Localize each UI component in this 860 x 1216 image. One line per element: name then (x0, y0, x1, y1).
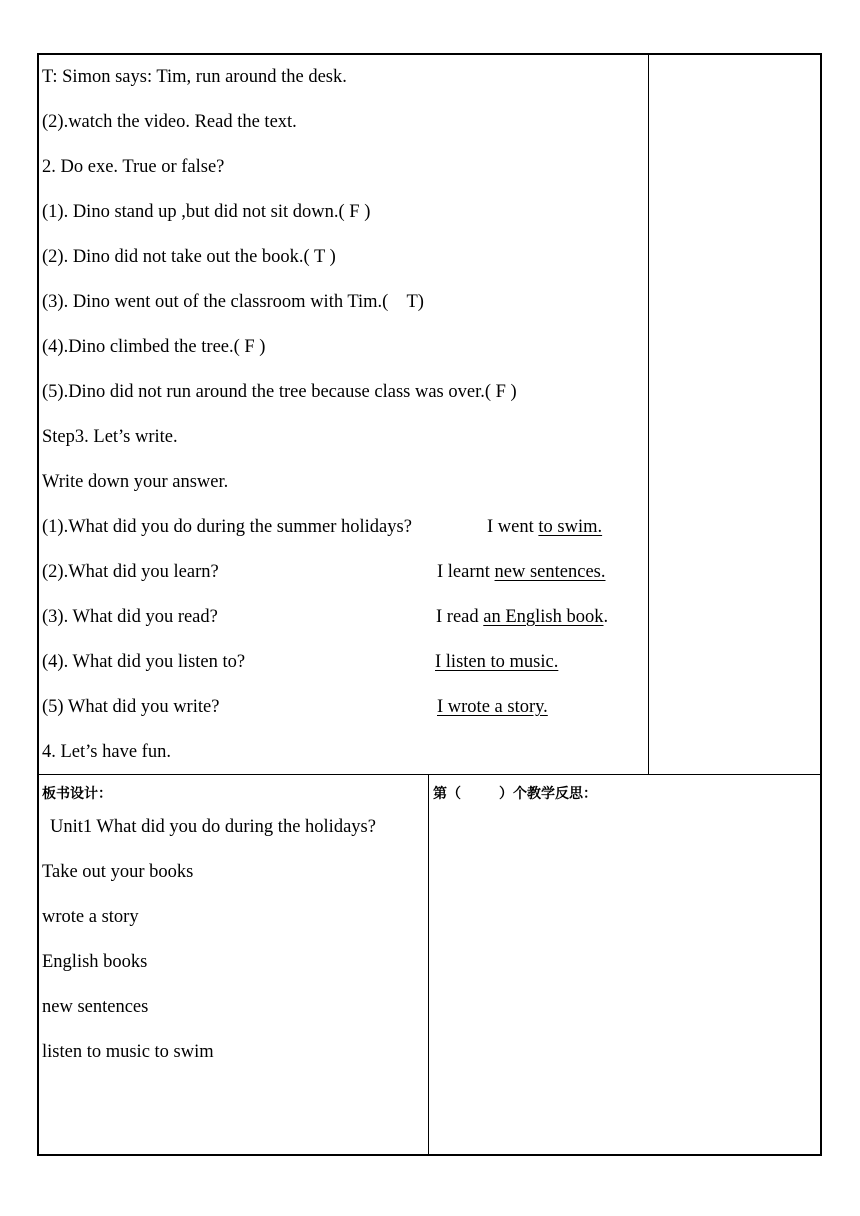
qa-answer-underlined: to swim. (538, 517, 603, 537)
qa-answer (437, 561, 606, 583)
qa-question: (1).What did you do during the summer holidays? (42, 517, 412, 537)
qa-answer-prefix: I read (436, 607, 484, 627)
column-divider-upper (648, 54, 649, 774)
qa-answer (437, 696, 548, 718)
reflection-heading (433, 785, 597, 803)
board-title: Unit1 What did you do during the holidays? (50, 817, 376, 837)
board-item: English books (42, 952, 148, 972)
lesson-line: (2). Dino did not take out the book.( T ) (42, 247, 336, 267)
qa-question: (5) What did you write? (42, 697, 220, 717)
lesson-line: T: Simon says: Tim, run around the desk. (42, 67, 347, 87)
qa-answer-prefix: I went (487, 517, 539, 537)
qa-answer (436, 606, 608, 628)
board-item: Take out your books (42, 862, 194, 882)
board-item: listen to music to swim (42, 1042, 214, 1062)
reflection-heading-part1: 第（ (433, 786, 461, 802)
board-item: new sentences (42, 997, 149, 1017)
board-item: wrote a story (42, 907, 139, 927)
lesson-line: (4).Dino climbed the tree.( F ) (42, 337, 266, 357)
lesson-line: (5).Dino did not run around the tree because class was over.( F ) (42, 382, 517, 402)
reflection-heading-part2: ）个教学反思： (499, 786, 597, 802)
qa-answer-underlined: an English book (483, 607, 604, 627)
board-design-heading: 板书设计： (42, 786, 112, 802)
qa-answer-suffix: . (603, 607, 609, 627)
section-divider (38, 774, 821, 775)
qa-answer-underlined: I listen to music. (435, 652, 559, 672)
lesson-line: 2. Do exe. True or false? (42, 157, 225, 177)
qa-answer-prefix: I learnt (437, 562, 495, 582)
column-divider-lower (428, 774, 429, 1155)
lesson-closing: 4. Let’s have fun. (42, 742, 171, 762)
lesson-line: Step3. Let’s write. (42, 427, 178, 447)
qa-answer-underlined: new sentences. (494, 562, 606, 582)
qa-question: (4). What did you listen to? (42, 652, 246, 672)
qa-question: (3). What did you read? (42, 607, 218, 627)
qa-answer (435, 651, 558, 673)
qa-question: (2).What did you learn? (42, 562, 219, 582)
qa-answer-underlined: I wrote a story. (437, 697, 548, 717)
qa-answer (487, 516, 602, 538)
lesson-line: (2).watch the video. Read the text. (42, 112, 297, 132)
lesson-line: (1). Dino stand up ,but did not sit down.( F ) (42, 202, 371, 222)
lesson-line: (3). Dino went out of the classroom with Tim.( T) (42, 292, 424, 312)
lesson-line: Write down your answer. (42, 472, 229, 492)
